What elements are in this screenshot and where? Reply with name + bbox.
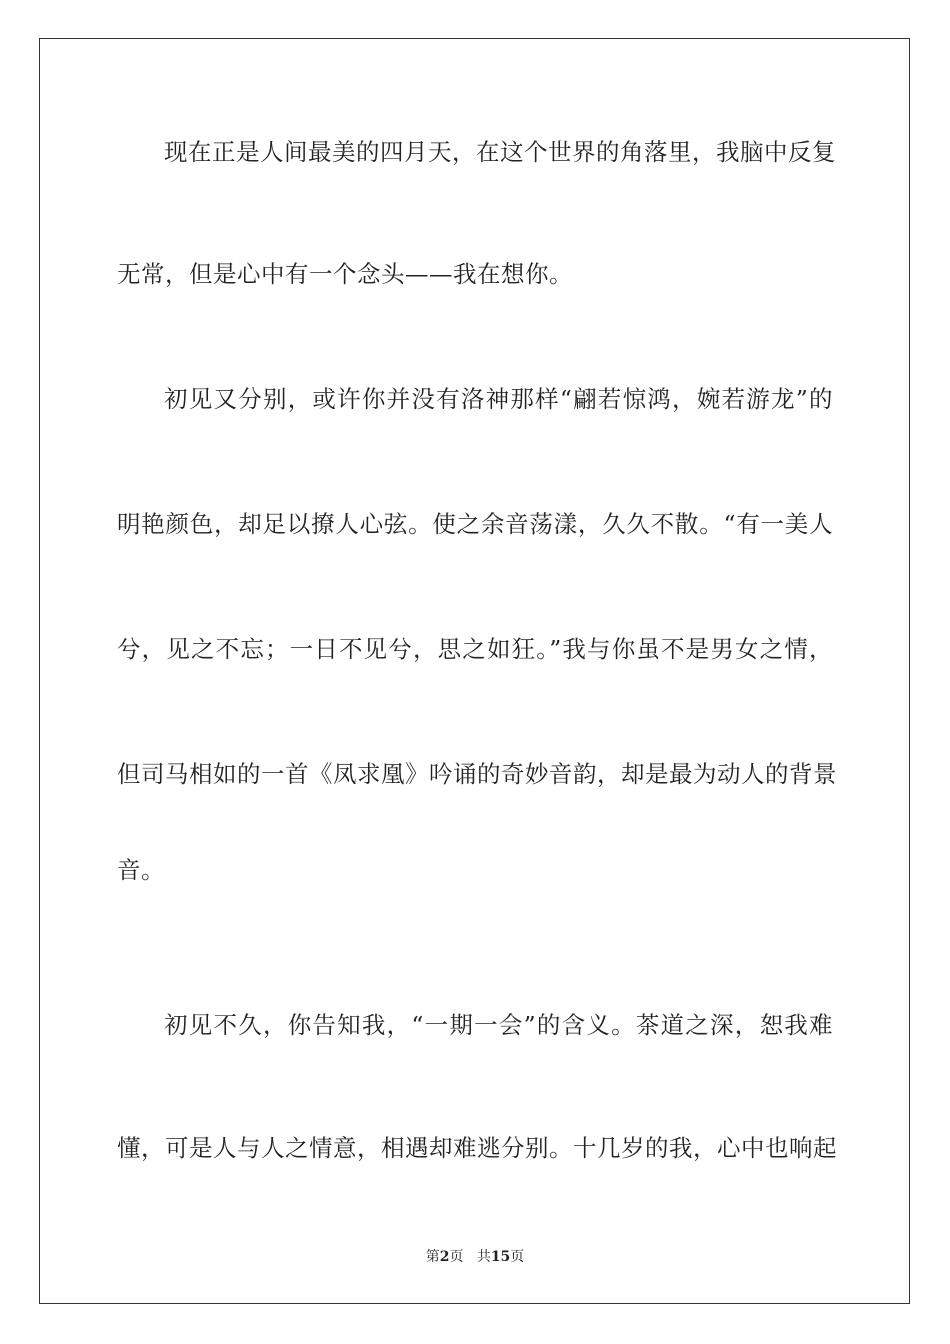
- page-footer: [0, 1248, 950, 1266]
- paragraph-2-line-2: 明艳颜色，却足以撩人心弦。使之余音荡漾，久久不散。“有一美人: [117, 510, 833, 538]
- page-suffix: 页: [449, 1249, 464, 1265]
- paragraph-1-line-2: 无常，但是心中有一个念头——我在想你。: [117, 260, 573, 288]
- total-pages: 15: [490, 1249, 511, 1265]
- paragraph-2-line-5: 音。: [117, 856, 165, 884]
- page-number: 2: [439, 1249, 450, 1265]
- page-border: [39, 38, 910, 1304]
- paragraph-1-line-1: 现在正是人间最美的四月天，在这个世界的角落里，我脑中反复: [164, 138, 836, 166]
- paragraph-2-line-1: 初见又分别，或许你并没有洛神那样“翩若惊鸿，婉若游龙”的: [164, 385, 833, 413]
- total-suffix: 页: [510, 1249, 525, 1265]
- paragraph-2-line-3: 兮，见之不忘；一日不见兮，思之如狂。”我与你虽不是男女之情，: [117, 635, 833, 663]
- paragraph-2-line-4: 但司马相如的一首《凤求凰》吟诵的奇妙音韵，却是最为动人的背景: [117, 760, 837, 788]
- page-prefix: 第: [425, 1249, 440, 1265]
- paragraph-3-line-1: 初见不久，你告知我，“一期一会”的含义。茶道之深，恕我难: [164, 1011, 833, 1039]
- paragraph-3-line-2: 懂，可是人与人之情意，相遇却难逃分别。十几岁的我，心中也响起: [117, 1134, 837, 1162]
- total-prefix: 共: [476, 1249, 491, 1265]
